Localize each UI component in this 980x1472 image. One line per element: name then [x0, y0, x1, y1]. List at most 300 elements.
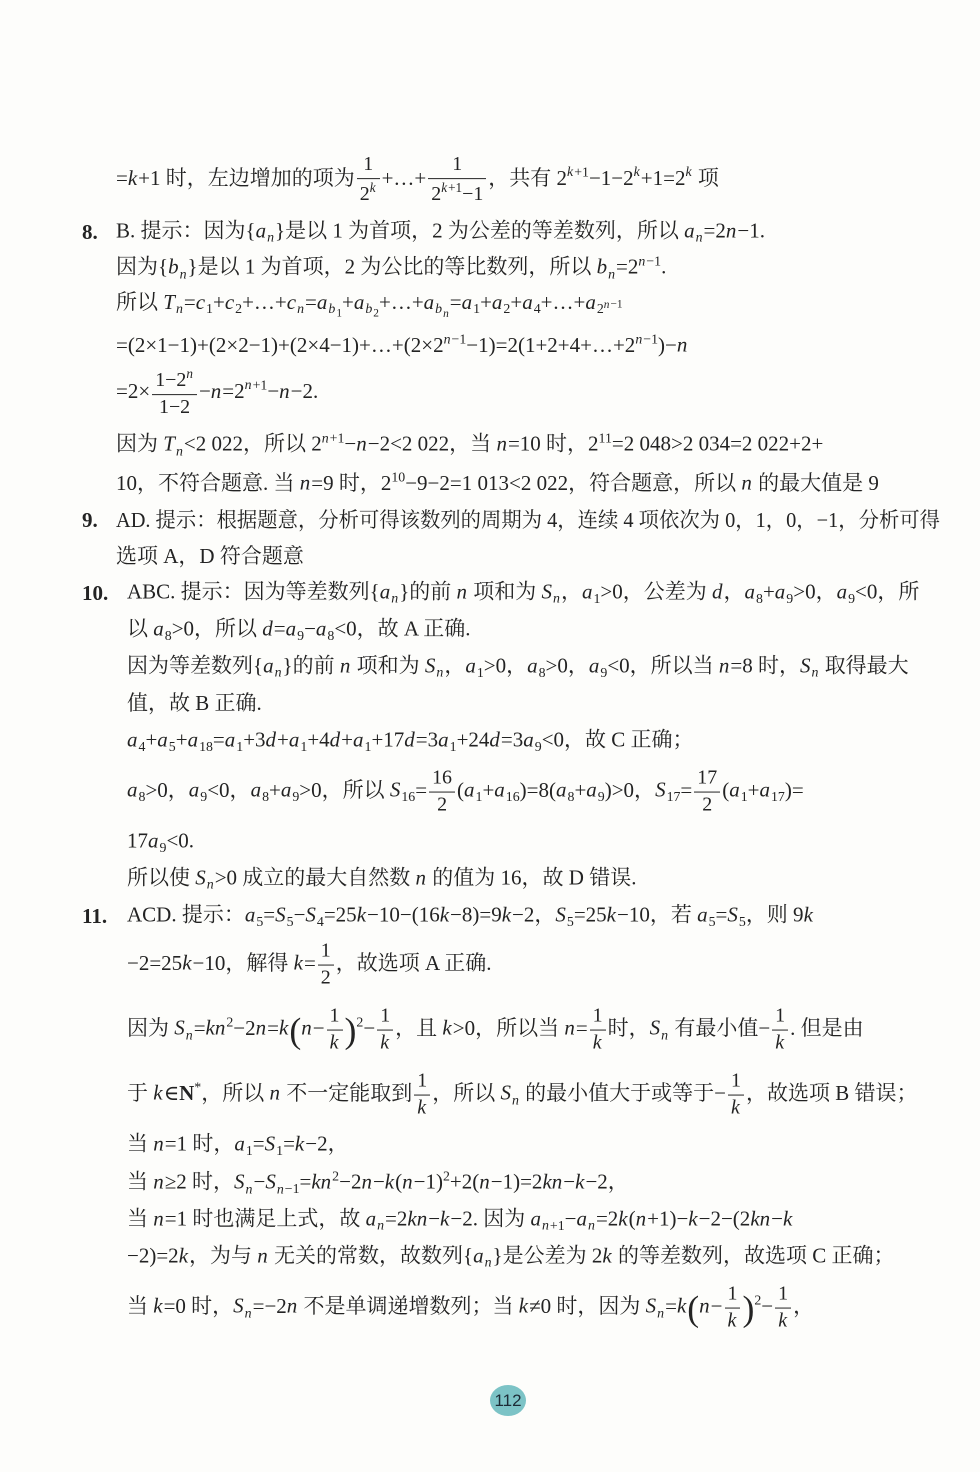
subscript: 1 — [276, 1142, 284, 1158]
math-variable: S — [264, 1131, 276, 1156]
text-run: −2 — [339, 1169, 362, 1194]
fraction-denominator — [429, 793, 455, 818]
text-run: =2 — [703, 218, 726, 243]
text-run: 的等差数列，故选项 C 正确； — [612, 1243, 895, 1268]
math-variable: a — [576, 1206, 587, 1231]
math-variable: n — [269, 1080, 280, 1105]
fraction — [152, 366, 197, 420]
subscript: n — [274, 664, 282, 680]
text-run: = — [212, 727, 225, 752]
fraction-numerator — [152, 366, 197, 395]
solution-line — [127, 767, 804, 818]
text-run: ，所以 — [201, 1080, 270, 1105]
math-variable: S — [195, 865, 206, 890]
math-variable: a — [234, 1131, 245, 1156]
text-run: − — [372, 1169, 385, 1194]
text-run: = — [116, 165, 128, 190]
math-variable: k — [417, 1096, 427, 1119]
text-run: +4 — [307, 727, 330, 752]
subscript: 1 — [449, 738, 457, 754]
text-run: 1 — [417, 1069, 428, 1092]
math-variable: d — [265, 727, 277, 752]
math-variable: a — [684, 218, 695, 243]
subscript: n — [608, 266, 616, 282]
math-variable: k — [441, 180, 448, 196]
subscript — [435, 301, 450, 320]
text-run: −10−(16 — [367, 902, 440, 927]
text-run: =2 — [222, 378, 245, 403]
text-run: + — [145, 727, 158, 752]
fraction-denominator — [428, 179, 486, 207]
math-variable: k — [380, 1031, 390, 1054]
text-run: ≠0 时，因为 — [529, 1293, 646, 1318]
math-variable: a — [157, 727, 168, 752]
math-variable: k — [182, 950, 192, 975]
subscript: n — [377, 1217, 385, 1233]
subscript: n — [511, 1092, 519, 1108]
fraction-denominator — [694, 793, 720, 818]
math-variable: a — [188, 777, 200, 802]
text-run: =1 时， — [164, 1131, 235, 1156]
subscript: n — [297, 301, 305, 317]
text-run: −1 — [610, 299, 623, 312]
solution-line — [127, 1283, 814, 1334]
subscript: 8 — [567, 789, 575, 805]
text-run: +1 — [448, 180, 463, 196]
text-run: 1 — [727, 1282, 738, 1305]
math-variable: b — [328, 301, 336, 317]
text-run: 10，不符合题意. 当 — [116, 470, 300, 495]
math-variable: n — [153, 1131, 164, 1156]
text-run: 因为等差数列{ — [127, 653, 264, 678]
text-run: −1 — [646, 253, 662, 269]
math-variable: a — [759, 777, 770, 802]
subscript: 8 — [538, 664, 546, 680]
text-run: +1 时，左边增加的项为 — [138, 165, 355, 190]
solution-line — [116, 288, 623, 322]
text-run: <0，所 — [855, 579, 920, 604]
math-variable: k — [618, 1206, 628, 1231]
text-run: + — [341, 727, 354, 752]
text-run: 选项 A，D 符合题意 — [116, 543, 304, 568]
math-variable: a — [774, 579, 786, 604]
big-parenthesis: ) — [742, 1288, 755, 1329]
math-variable: a — [491, 289, 503, 314]
math-variable: d — [712, 579, 723, 604]
text-run: ， — [723, 579, 745, 604]
text-run: + — [175, 727, 188, 752]
text-run: − — [304, 616, 316, 641]
subscript: n — [661, 1027, 669, 1043]
math-variable: a — [148, 828, 159, 853]
text-run: ，故选项 B 错误； — [745, 1080, 918, 1105]
text-run: )=8( — [519, 777, 556, 802]
math-variable: a — [461, 289, 473, 314]
math-variable: S — [655, 777, 666, 802]
text-run: >0， — [145, 777, 189, 802]
math-variable: S — [174, 1015, 185, 1040]
superscript — [441, 180, 462, 195]
math-variable: a — [556, 777, 567, 802]
text-run: + — [480, 289, 492, 314]
math-variable: a — [263, 653, 274, 678]
subscript: 4 — [316, 913, 324, 929]
math-variable: k — [518, 1293, 529, 1318]
math-variable: c — [224, 289, 235, 314]
page-number: 112 — [494, 1390, 522, 1410]
text-run: −1 — [284, 1181, 300, 1197]
text-run: ( — [722, 777, 730, 802]
subscript: n — [553, 590, 560, 606]
text-run: −10，若 — [617, 902, 698, 927]
math-variable: a — [438, 727, 449, 752]
subscript: 9 — [597, 789, 605, 805]
text-run: = — [575, 1015, 588, 1040]
solution-line — [127, 1070, 917, 1121]
solution-line — [116, 542, 304, 570]
solution-line — [127, 1167, 629, 1198]
math-variable: a — [316, 289, 328, 314]
fraction-numerator — [725, 1283, 741, 1309]
text-run: ，故选项 A 正确. — [335, 950, 492, 975]
solution-line — [116, 506, 940, 534]
text-run: 值，故 B 正确. — [127, 690, 262, 715]
fraction — [428, 153, 486, 207]
math-variable: a — [522, 289, 533, 314]
math-variable: b — [168, 254, 179, 279]
text-run: − — [363, 1015, 376, 1040]
text-run: +…+ — [540, 289, 586, 314]
math-variable: a — [244, 902, 256, 927]
math-variable: n — [443, 331, 451, 347]
subscript: 1 — [476, 664, 484, 680]
text-run: >0，公差为 — [600, 579, 713, 604]
subscript: 1 — [364, 738, 372, 754]
subscript: 16 — [505, 789, 520, 805]
fraction-denominator — [772, 1031, 788, 1056]
text-run: − — [344, 431, 357, 456]
math-variable: a — [588, 653, 600, 678]
math-variable: d — [262, 616, 273, 641]
math-variable: k — [727, 1309, 737, 1332]
fraction-denominator — [152, 395, 197, 420]
math-variable: kn — [205, 1015, 226, 1040]
text-run: =2 — [385, 1206, 408, 1231]
text-run: =25 — [323, 902, 357, 927]
math-variable: a — [464, 777, 475, 802]
text-run: = — [183, 289, 196, 314]
subscript: 9 — [297, 627, 305, 643]
text-run: ， — [793, 1293, 815, 1318]
text-run: = — [449, 289, 462, 314]
math-variable: n — [496, 431, 507, 456]
math-variable: k — [731, 1096, 740, 1119]
text-run: ，共有 2 — [488, 165, 568, 190]
math-variable: S — [389, 777, 401, 802]
math-variable: k — [778, 1309, 788, 1332]
math-variable: S — [234, 1169, 245, 1194]
text-run: =3 — [415, 727, 439, 752]
text-run: −2. 因为 — [450, 1206, 531, 1231]
math-variable: k — [688, 1206, 698, 1231]
text-run: 取得最大 — [819, 653, 909, 678]
text-run: =2 — [595, 1206, 619, 1231]
fraction-denominator — [357, 179, 380, 207]
text-run: )− — [658, 332, 677, 357]
math-variable: n — [153, 1206, 164, 1231]
math-variable: k — [127, 165, 138, 190]
fraction-numerator — [772, 1005, 788, 1031]
text-run: +24 — [456, 727, 490, 752]
fraction — [429, 767, 455, 818]
text-run: − — [267, 378, 280, 403]
text-run: −2<2 022，当 — [367, 431, 497, 456]
text-run: −1 — [462, 182, 484, 205]
text-run: >0，所以 — [299, 777, 390, 802]
superscript — [444, 332, 467, 347]
superscript — [245, 378, 268, 393]
subscript: 18 — [199, 738, 213, 754]
text-run: − — [198, 378, 211, 403]
text-run: −2−(2 — [698, 1206, 751, 1231]
text-run: =25 — [573, 902, 607, 927]
text-run: 17 — [127, 828, 148, 853]
math-variable: n — [699, 1293, 710, 1318]
fraction-denominator — [775, 1309, 791, 1334]
text-run: + — [762, 579, 775, 604]
text-run: = — [680, 777, 693, 802]
fraction — [414, 1070, 430, 1121]
math-variable: a — [729, 777, 740, 802]
solution-line — [127, 900, 814, 931]
text-run: 1 — [452, 153, 463, 176]
math-variable: n — [276, 1181, 284, 1197]
math-variable: k — [440, 1206, 450, 1231]
superscript — [567, 165, 589, 180]
math-variable: a — [288, 727, 300, 752]
text-run: −2， — [512, 902, 556, 927]
subscript: 4 — [533, 301, 541, 317]
math-variable: b — [365, 301, 373, 317]
math-variable: S — [500, 1080, 511, 1105]
text-run: 1 — [363, 153, 374, 176]
text-run: = — [715, 902, 728, 927]
subscript: 1 — [593, 590, 601, 606]
text-run: −2)=2 — [127, 1243, 179, 1268]
math-variable: a — [494, 777, 505, 802]
solution-line — [127, 725, 694, 756]
text-run: =3 — [500, 727, 524, 752]
text-run: <0，故 C 正确； — [541, 727, 694, 752]
subscript: n — [175, 443, 183, 459]
text-run: 有最小值− — [669, 1015, 771, 1040]
math-variable: kn — [542, 1169, 563, 1194]
math-variable: n — [718, 653, 730, 678]
math-variable: a — [250, 777, 262, 802]
text-run: ，为与 — [189, 1243, 258, 1268]
text-run: −1−2 — [588, 165, 634, 190]
math-variable: a — [353, 727, 364, 752]
text-run: 的值为 16，故 D 错误. — [427, 865, 637, 890]
math-variable: a — [127, 727, 138, 752]
fraction-numerator — [357, 153, 380, 179]
text-run: −1 — [643, 331, 658, 347]
solution-line — [127, 614, 470, 645]
fraction-denominator — [725, 1309, 741, 1334]
text-run: + — [342, 289, 354, 314]
subscript: n — [436, 664, 444, 680]
text-run: −9−2=1 013<2 022，符合题意，所以 — [405, 470, 742, 495]
math-variable: k — [782, 1206, 793, 1231]
subscript: n — [484, 1254, 492, 1270]
text-run: 1 — [730, 1069, 741, 1092]
text-run: = — [299, 1169, 312, 1194]
text-run: +17 — [371, 727, 405, 752]
subscript: n — [245, 1181, 253, 1197]
math-variable: kn — [750, 1206, 771, 1231]
fraction — [327, 1005, 343, 1056]
fraction — [728, 1070, 744, 1121]
text-run: − — [293, 902, 306, 927]
text-run: 2 — [596, 301, 604, 317]
subscript: 5 — [738, 913, 746, 929]
text-run: + — [212, 289, 225, 314]
math-variable: a — [353, 289, 365, 314]
math-variable: n — [638, 253, 646, 269]
subscript: 9 — [786, 590, 794, 606]
subscript: 8 — [327, 627, 335, 643]
subscript: 8 — [138, 789, 146, 805]
math-variable: n — [279, 378, 290, 403]
text-run: ，所以 — [432, 1080, 501, 1105]
text-run: −2=25 — [127, 950, 183, 975]
math-variable: a — [836, 579, 848, 604]
text-run: 的最小值大于或等于− — [519, 1080, 726, 1105]
math-variable: a — [523, 727, 534, 752]
subscript: 9 — [200, 789, 208, 805]
subscript: 5 — [708, 913, 716, 929]
text-run: ( — [457, 777, 465, 802]
text-run: 1 — [320, 939, 331, 962]
math-variable: S — [645, 1293, 657, 1318]
page-number-badge — [490, 1385, 526, 1416]
text-run: =2 — [616, 254, 639, 279]
big-parenthesis: ( — [687, 1288, 700, 1329]
math-variable: S — [649, 1015, 661, 1040]
math-variable: b — [596, 254, 608, 279]
math-variable: k — [384, 1169, 395, 1194]
math-variable: d — [489, 727, 500, 752]
superscript — [638, 253, 661, 268]
subscript: 9 — [848, 590, 856, 606]
text-run: )>0， — [604, 777, 656, 802]
math-variable: a — [423, 289, 435, 314]
math-variable: a — [224, 727, 236, 752]
subscript: 9 — [292, 789, 300, 805]
fraction-numerator — [694, 767, 720, 793]
subscript: 5 — [566, 913, 574, 929]
text-run: 不是单调递增数列；当 — [298, 1293, 519, 1318]
subscript: n — [175, 301, 183, 317]
text-run: 1−2 — [155, 369, 187, 392]
text-run: +1 — [252, 377, 268, 393]
math-variable: n — [153, 1169, 164, 1194]
math-variable: k — [602, 1243, 612, 1268]
text-run: 不一定能取到 — [280, 1080, 413, 1105]
subscript: n — [588, 1217, 595, 1233]
math-variable: n — [299, 470, 311, 495]
text-run: +…+ — [378, 289, 424, 314]
text-run: 当 — [127, 1131, 154, 1156]
item-number: 8. — [82, 219, 98, 244]
text-run: . — [661, 254, 667, 279]
text-run: 项 — [692, 165, 719, 190]
solution-line — [116, 366, 318, 420]
subscript: 1 — [236, 738, 244, 754]
solution-line — [127, 940, 492, 991]
superscript: n — [186, 366, 193, 382]
text-run: 2 — [702, 793, 713, 816]
text-run: −1 — [451, 331, 467, 347]
math-variable: kn — [407, 1206, 428, 1231]
fraction-denominator — [377, 1031, 393, 1056]
text-run: 1 — [778, 1282, 789, 1305]
fraction — [318, 940, 334, 991]
subscript: 1 — [245, 1142, 253, 1158]
text-run: +1)− — [647, 1206, 689, 1231]
text-run: ，且 — [395, 1015, 443, 1040]
subscript: 1 — [475, 789, 483, 805]
superscript: 2 — [356, 1014, 364, 1030]
math-variable: k — [575, 1169, 585, 1194]
text-run: − — [771, 1206, 783, 1231]
text-run: −2 — [233, 1015, 256, 1040]
text-run: ( — [628, 1206, 636, 1231]
math-variable: n — [415, 865, 427, 890]
fraction-denominator — [318, 966, 334, 991]
text-run: −2， — [585, 1169, 629, 1194]
text-run: −1)=2 — [490, 1169, 543, 1194]
math-variable: a — [127, 777, 138, 802]
math-variable: a — [187, 727, 199, 752]
text-run: − — [312, 1015, 325, 1040]
text-run: 16 — [432, 766, 453, 789]
math-variable: n — [479, 1169, 490, 1194]
subscript: 9 — [534, 738, 542, 754]
solution-line — [127, 577, 919, 608]
subscript: 1 — [300, 738, 308, 754]
text-run: = — [273, 616, 286, 641]
text-run: 2 — [437, 793, 448, 816]
subscript: 16 — [401, 789, 416, 805]
text-run: = — [283, 1131, 295, 1156]
fraction-numerator — [728, 1070, 744, 1096]
solution-line — [127, 826, 194, 857]
text-run: + — [747, 777, 760, 802]
superscript: k — [369, 180, 376, 196]
text-run: = — [252, 1131, 265, 1156]
math-variable: a — [255, 218, 267, 243]
text-run: +1=2 — [640, 165, 686, 190]
math-variable: n — [321, 430, 329, 446]
math-variable: a — [581, 579, 593, 604]
fraction — [725, 1283, 741, 1334]
text-run: =2 048>2 034=2 022+2+ — [611, 431, 824, 456]
text-run: =9 时，2 — [311, 470, 392, 495]
text-run: >0，所以 — [171, 616, 263, 641]
text-run: =0 时， — [163, 1293, 234, 1318]
text-run: 1 — [329, 1004, 340, 1027]
